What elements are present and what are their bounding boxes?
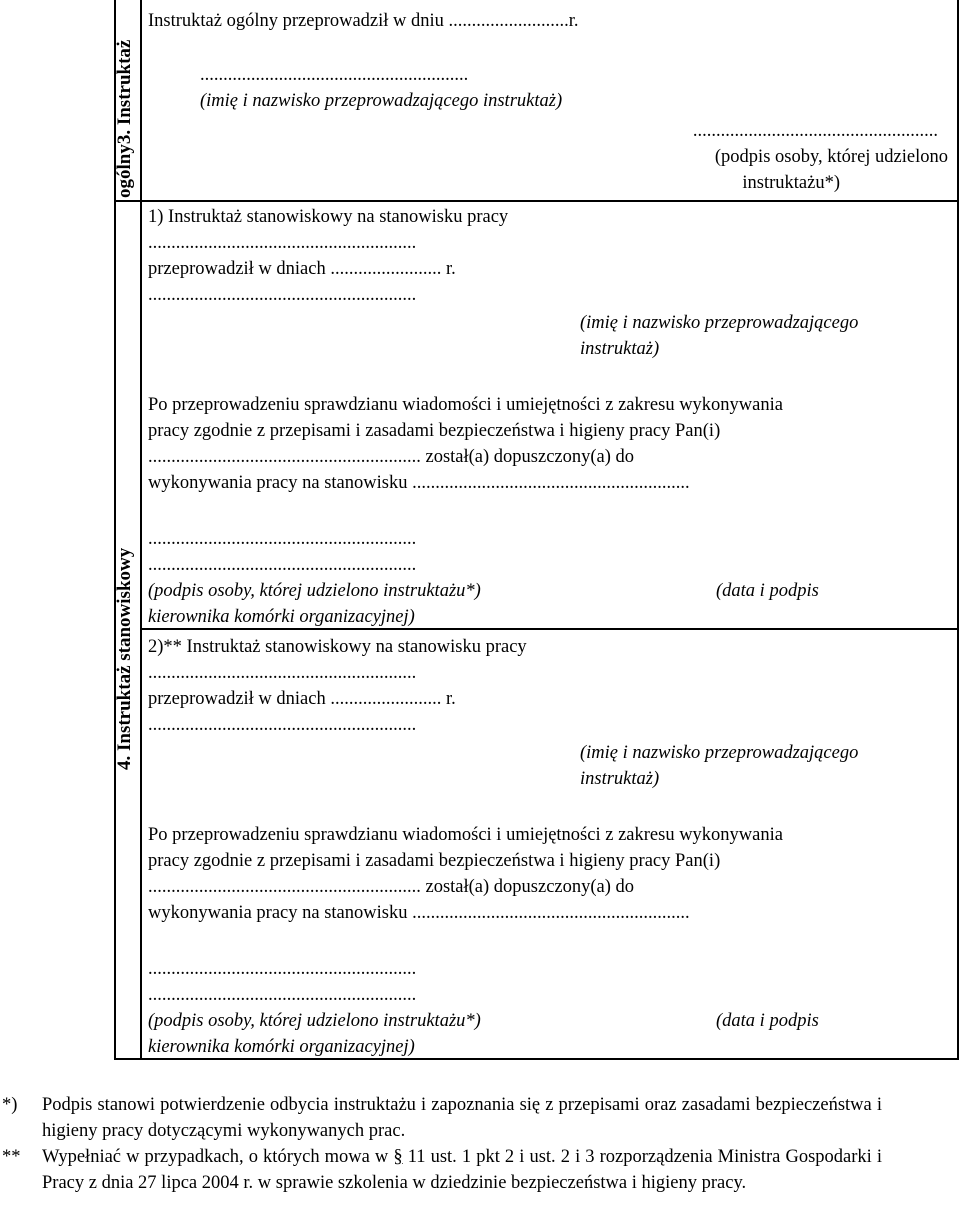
section4-side-label: 4. Instruktaż stanowiskowy bbox=[114, 547, 135, 770]
signature-caption-1: (podpis osoby, której udzielono bbox=[714, 147, 948, 167]
table-right-border bbox=[957, 0, 959, 1060]
block2-date-caption: (data i podpis bbox=[716, 1011, 819, 1031]
block1-date-dots: .......................................................... bbox=[148, 555, 417, 575]
block2-date-dots: .......................................................... bbox=[148, 985, 417, 1005]
block1-date-caption: (data i podpis bbox=[716, 581, 819, 601]
block1-paragraph-line-2: pracy zgodnie z przepisami i zasadami bezpieczeństwa i higieny pracy Pan(i) bbox=[148, 421, 721, 441]
block2-paragraph-line-4: wykonywania pracy na stanowisku ............................................................ bbox=[148, 903, 690, 923]
block2-conducted-line: przeprowadził w dniach ........................ r. bbox=[148, 689, 456, 709]
block2-instructor-dots: .......................................................... bbox=[148, 715, 417, 735]
footnote-1-text bbox=[42, 1092, 882, 1144]
block2-instructor-caption-1: (imię i nazwisko przeprowadzającego bbox=[580, 743, 859, 763]
section3-side-label: ogólny3. Instruktaż bbox=[114, 39, 135, 198]
block1-paragraph-line-3: ........................................................... został(a) dopuszczony(a) do bbox=[148, 447, 635, 467]
signature-dots: ..................................................... bbox=[692, 121, 938, 141]
section3-bottom-border bbox=[114, 200, 959, 202]
block2-instructor-caption-2: instruktaż) bbox=[580, 769, 660, 789]
block1-conducted-line: przeprowadził w dniach ........................ r. bbox=[148, 259, 456, 279]
block2-workstation-dots: .......................................................... bbox=[148, 663, 417, 683]
block2-paragraph-line-1: Po przeprowadzeniu sprawdzianu wiadomości i umiejętności z zakresu wykonywania bbox=[148, 825, 783, 845]
block1-paragraph-line-1: Po przeprowadzeniu sprawdzianu wiadomości i umiejętności z zakresu wykonywania bbox=[148, 395, 783, 415]
footnote-2-body-b: 11 ust. 1 pkt 2 i ust. 2 i 3 rozporządzenia Ministra Gospodarki i Pracy z dnia 27 lipca 2004 r. w sprawie szkolenia w dziedzinie bezpieczeństwa i higieny pracy. bbox=[42, 1147, 882, 1193]
general-training-line: Instruktaż ogólny przeprowadził w dniu ..........................r. bbox=[148, 11, 579, 31]
instructor-dots: .......................................................... bbox=[200, 65, 469, 85]
footnote-1-mark: *) bbox=[2, 1095, 18, 1115]
block1-signature-caption: (podpis osoby, której udzielono instruktażu*) bbox=[148, 581, 481, 601]
footnote-2-mark: ** bbox=[2, 1147, 21, 1167]
section-sign: § bbox=[393, 1147, 403, 1167]
footnote-2-body-a: Wypełniać w przypadkach, o których mowa w bbox=[42, 1147, 389, 1167]
block2-signature-caption: (podpis osoby, której udzielono instruktażu*) bbox=[148, 1011, 481, 1031]
signature-caption-2: instruktażu*) bbox=[742, 173, 840, 193]
block1-instructor-caption-2: instruktaż) bbox=[580, 339, 660, 359]
block2-manager-caption: kierownika komórki organizacyjnej) bbox=[148, 1037, 415, 1057]
block1-signature-dots: .......................................................... bbox=[148, 529, 417, 549]
block1-workstation-dots: .......................................................... bbox=[148, 233, 417, 253]
block1-instructor-caption-1: (imię i nazwisko przeprowadzającego bbox=[580, 313, 859, 333]
table-column-divider bbox=[140, 0, 142, 1060]
block1-manager-caption: kierownika komórki organizacyjnej) bbox=[148, 607, 415, 627]
block2-signature-dots: .......................................................... bbox=[148, 959, 417, 979]
block1-paragraph-line-4: wykonywania pracy na stanowisku ............................................................ bbox=[148, 473, 690, 493]
footnote-2-text bbox=[42, 1144, 882, 1196]
block1-instructor-dots: .......................................................... bbox=[148, 285, 417, 305]
block2-paragraph-line-2: pracy zgodnie z przepisami i zasadami bezpieczeństwa i higieny pracy Pan(i) bbox=[148, 851, 721, 871]
footnote-1-body: Podpis stanowi potwierdzenie odbycia instruktażu i zapoznania się z przepisami oraz zasadami bezpieczeństwa i higieny pracy dotyczącymi wykonywanych prac. bbox=[42, 1095, 882, 1141]
block2-paragraph-line-3: ........................................................... został(a) dopuszczony(a) do bbox=[148, 877, 635, 897]
block1-heading: 1) Instruktaż stanowiskowy na stanowisku pracy bbox=[148, 207, 509, 227]
instructor-caption: (imię i nazwisko przeprowadzającego instruktaż) bbox=[200, 91, 563, 111]
block2-heading: 2)** Instruktaż stanowiskowy na stanowisku pracy bbox=[148, 637, 527, 657]
